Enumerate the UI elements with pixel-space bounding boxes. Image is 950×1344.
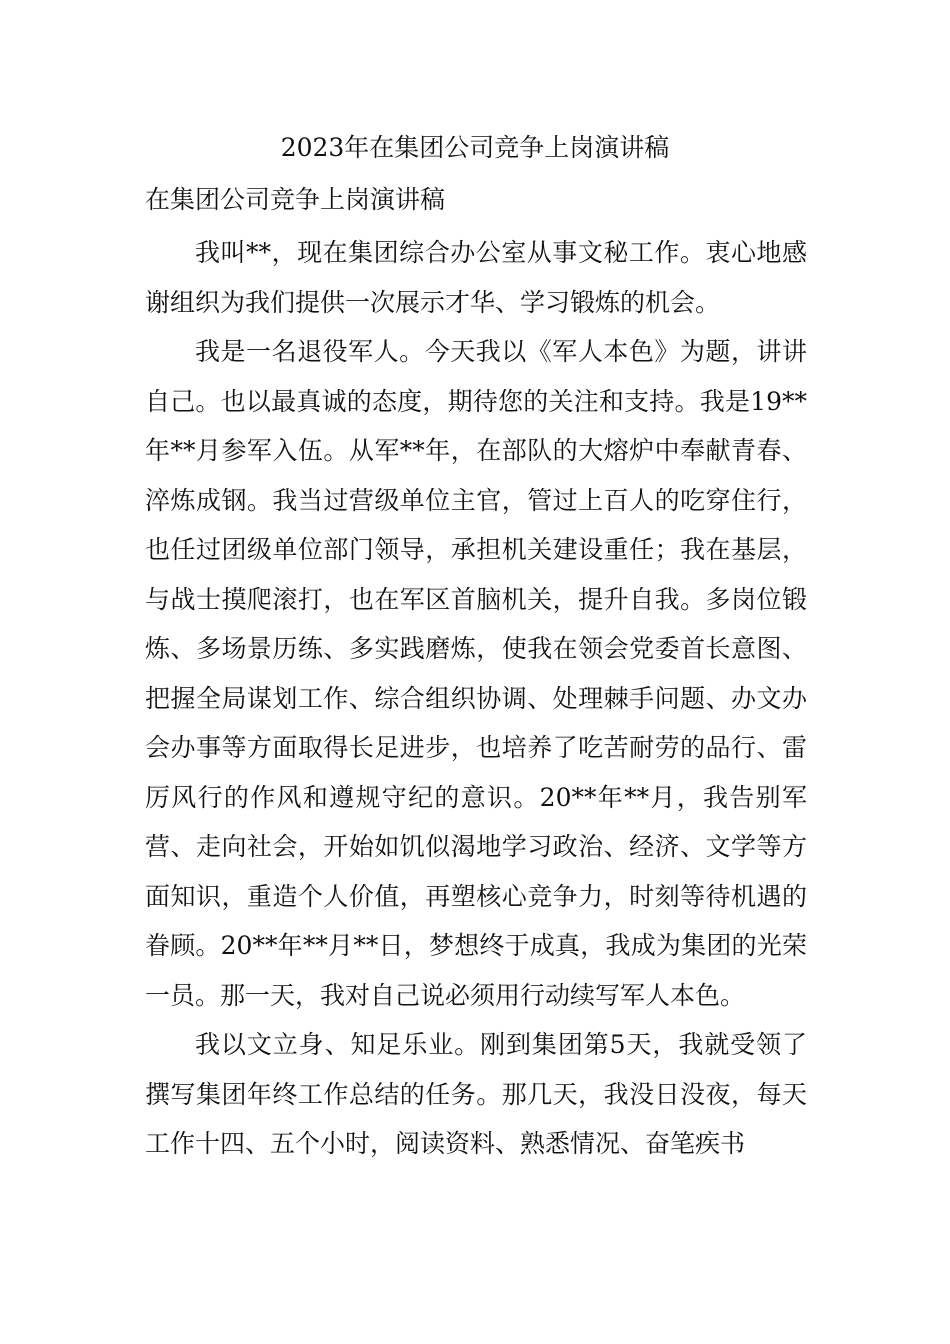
paragraph-3: 我以文立身、知足乐业。刚到集团第5天，我就受领了撰写集团年终工作总结的任务。那几天，我没日没夜，每天工作十四、五个小时，阅读资料、熟悉情况、奋笔疾书 <box>145 1030 807 1158</box>
document-title: 2023年在集团公司竞争上岗演讲稿 <box>280 133 670 162</box>
paragraph-1: 我叫**，现在集团综合办公室从事文秘工作。衷心地感谢组织为我们提供一次展示才华、学习锻炼的机会。 <box>145 238 807 317</box>
document-body <box>145 228 807 1169</box>
document-subtitle: 在集团公司竞争上岗演讲稿 <box>145 185 446 214</box>
paragraph-2: 我是一名退役军人。今天我以《军人本色》为题，讲讲自己。也以最真诚的态度，期待您的关注和支持。我是19**年**月参军入伍。从军**年，在部队的大熔炉中奉献青春、淬炼成钢。我当过营级单位主官，管过上百人的吃穿住行，也任过团级单位部门领导，承担机关建设重任；我在基层，与战士摸爬滚打，也在军区首脑机关，提升自我。多岗位锻炼、多场景历练、多实践磨炼，使我在领会党委首长意图、把握全局谋划工作、综合组织协调、处理棘手问题、办文办会办事等方面取得长足进步，也培养了吃苦耐劳的品行、雷厉风行的作风和遵规守纪的意识。20**年**月，我告别军营、走向社会，开始如饥似渴地学习政治、经济、文学等方面知识，重造个人价值，再塑核心竞争力，时刻等待机遇的眷顾。20**年**月**日，梦想终于成真，我成为集团的光荣一员。那一天，我对自己说必须用行动续写军人本色。 <box>145 337 807 1010</box>
